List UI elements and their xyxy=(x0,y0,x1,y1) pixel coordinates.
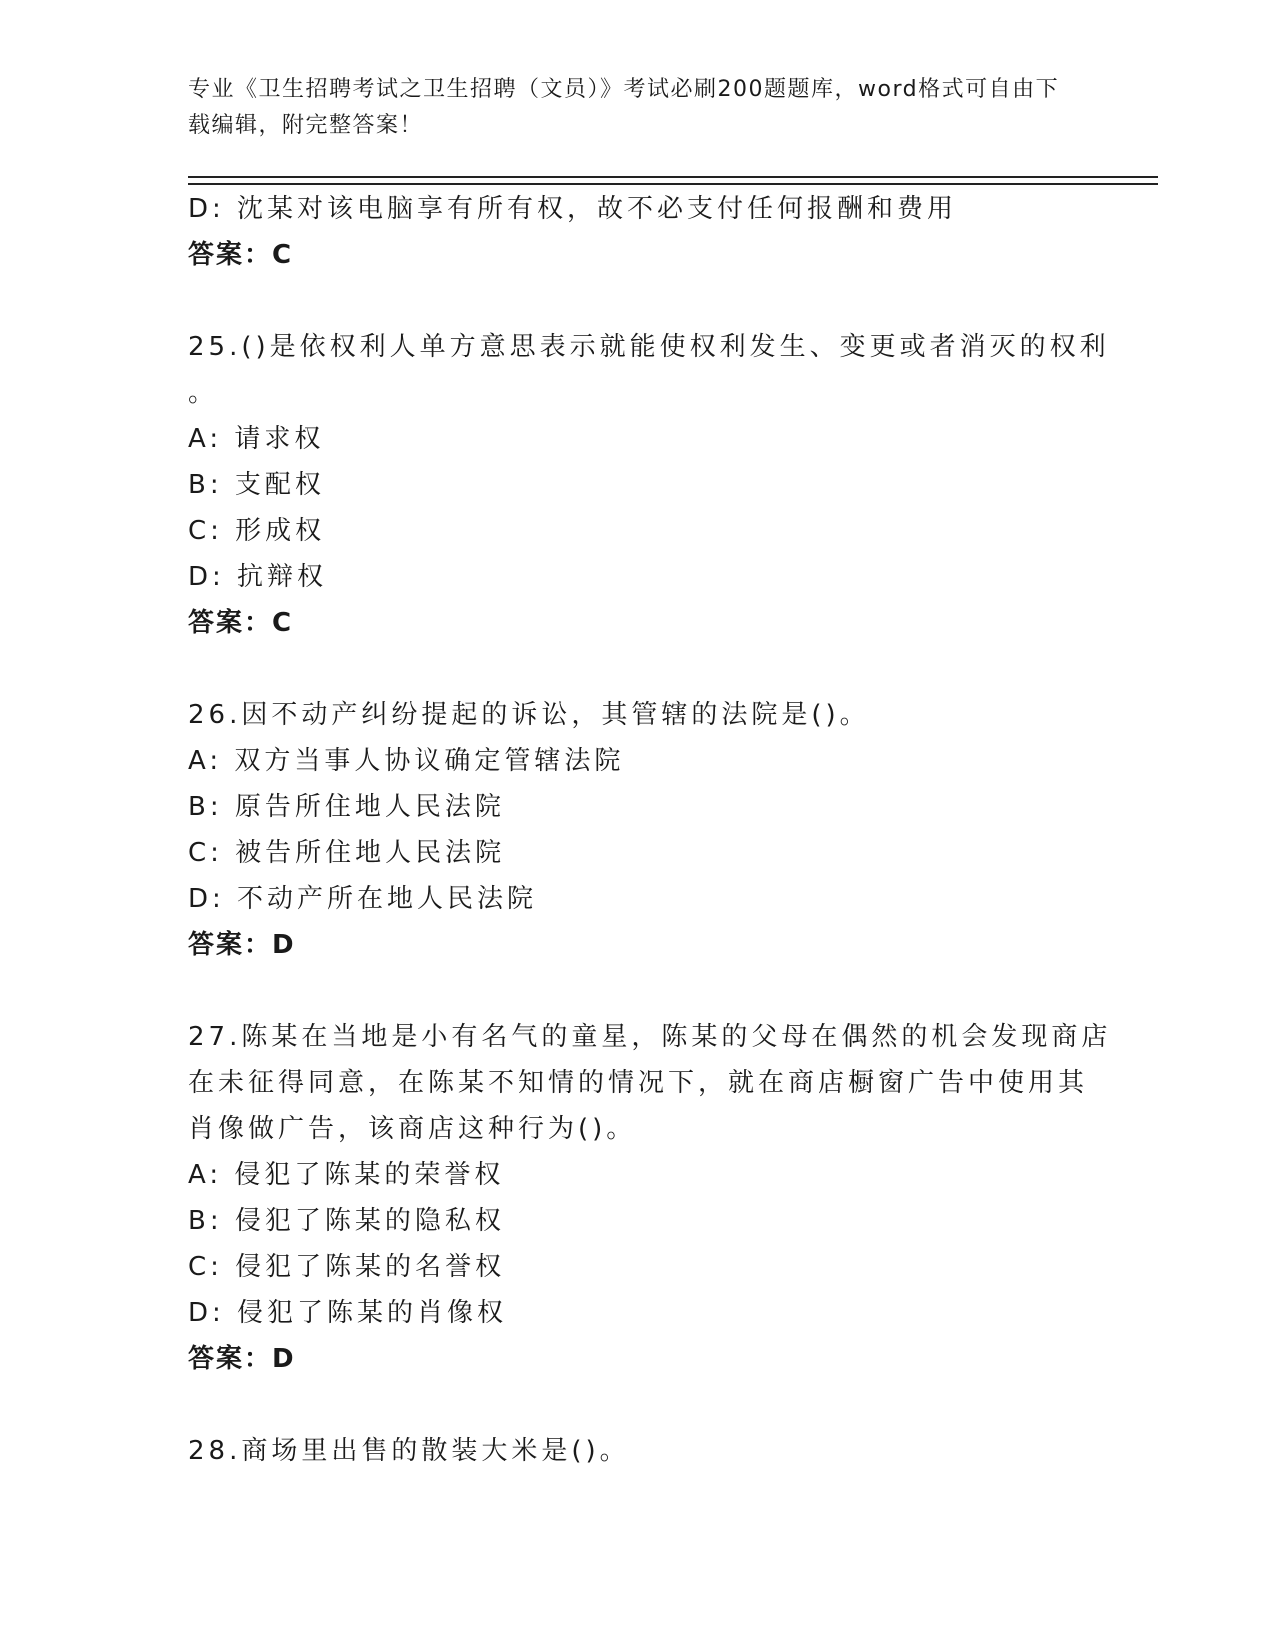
answer: 答案：D xyxy=(188,1344,296,1374)
option-c: C: 被告所住地人民法院 xyxy=(188,838,506,868)
option-d: D: 沈某对该电脑享有所有权，故不必支付任何报酬和费用 xyxy=(188,194,958,224)
question-stem: 26.因不动产纠纷提起的诉讼，其管辖的法院是()。 xyxy=(188,700,870,730)
question-stem: 肖像做广告，该商店这种行为()。 xyxy=(188,1114,637,1144)
option-b: B: 原告所住地人民法院 xyxy=(188,792,505,822)
option-d: D: 不动产所在地人民法院 xyxy=(188,884,538,914)
option-d: D: 抗辩权 xyxy=(188,562,328,592)
page-header: 专业《卫生招聘考试之卫生招聘（文员）》考试必刷200题题库，word格式可自由下载编辑，附完整答案！ xyxy=(188,77,1060,138)
option-b: B: 支配权 xyxy=(188,470,325,500)
question-stem-tail: 。 xyxy=(188,378,219,408)
header-rule-top xyxy=(188,176,1158,178)
option-b: B: 侵犯了陈某的隐私权 xyxy=(188,1206,505,1236)
option-c: C: 形成权 xyxy=(188,516,326,546)
option-a: A: 请求权 xyxy=(188,424,325,454)
question-stem: 25.()是依权利人单方意思表示就能使权利发生、变更或者消灭的权利 xyxy=(188,332,1110,362)
option-d: D: 侵犯了陈某的肖像权 xyxy=(188,1298,508,1328)
answer: 答案：C xyxy=(188,240,294,270)
header-rule-bottom xyxy=(188,183,1158,185)
option-a: A: 侵犯了陈某的荣誉权 xyxy=(188,1160,505,1190)
option-c: C: 侵犯了陈某的名誉权 xyxy=(188,1252,506,1282)
option-a: A: 双方当事人协议确定管辖法院 xyxy=(188,746,625,776)
question-stem: 在未征得同意，在陈某不知情的情况下，就在商店橱窗广告中使用其 xyxy=(188,1068,1089,1098)
question-content xyxy=(188,186,1112,1474)
question-stem: 27.陈某在当地是小有名气的童星，陈某的父母在偶然的机会发现商店 xyxy=(188,1022,1112,1052)
answer: 答案：C xyxy=(188,608,294,638)
answer: 答案：D xyxy=(188,930,296,960)
question-stem: 28.商场里出售的散装大米是()。 xyxy=(188,1436,630,1466)
